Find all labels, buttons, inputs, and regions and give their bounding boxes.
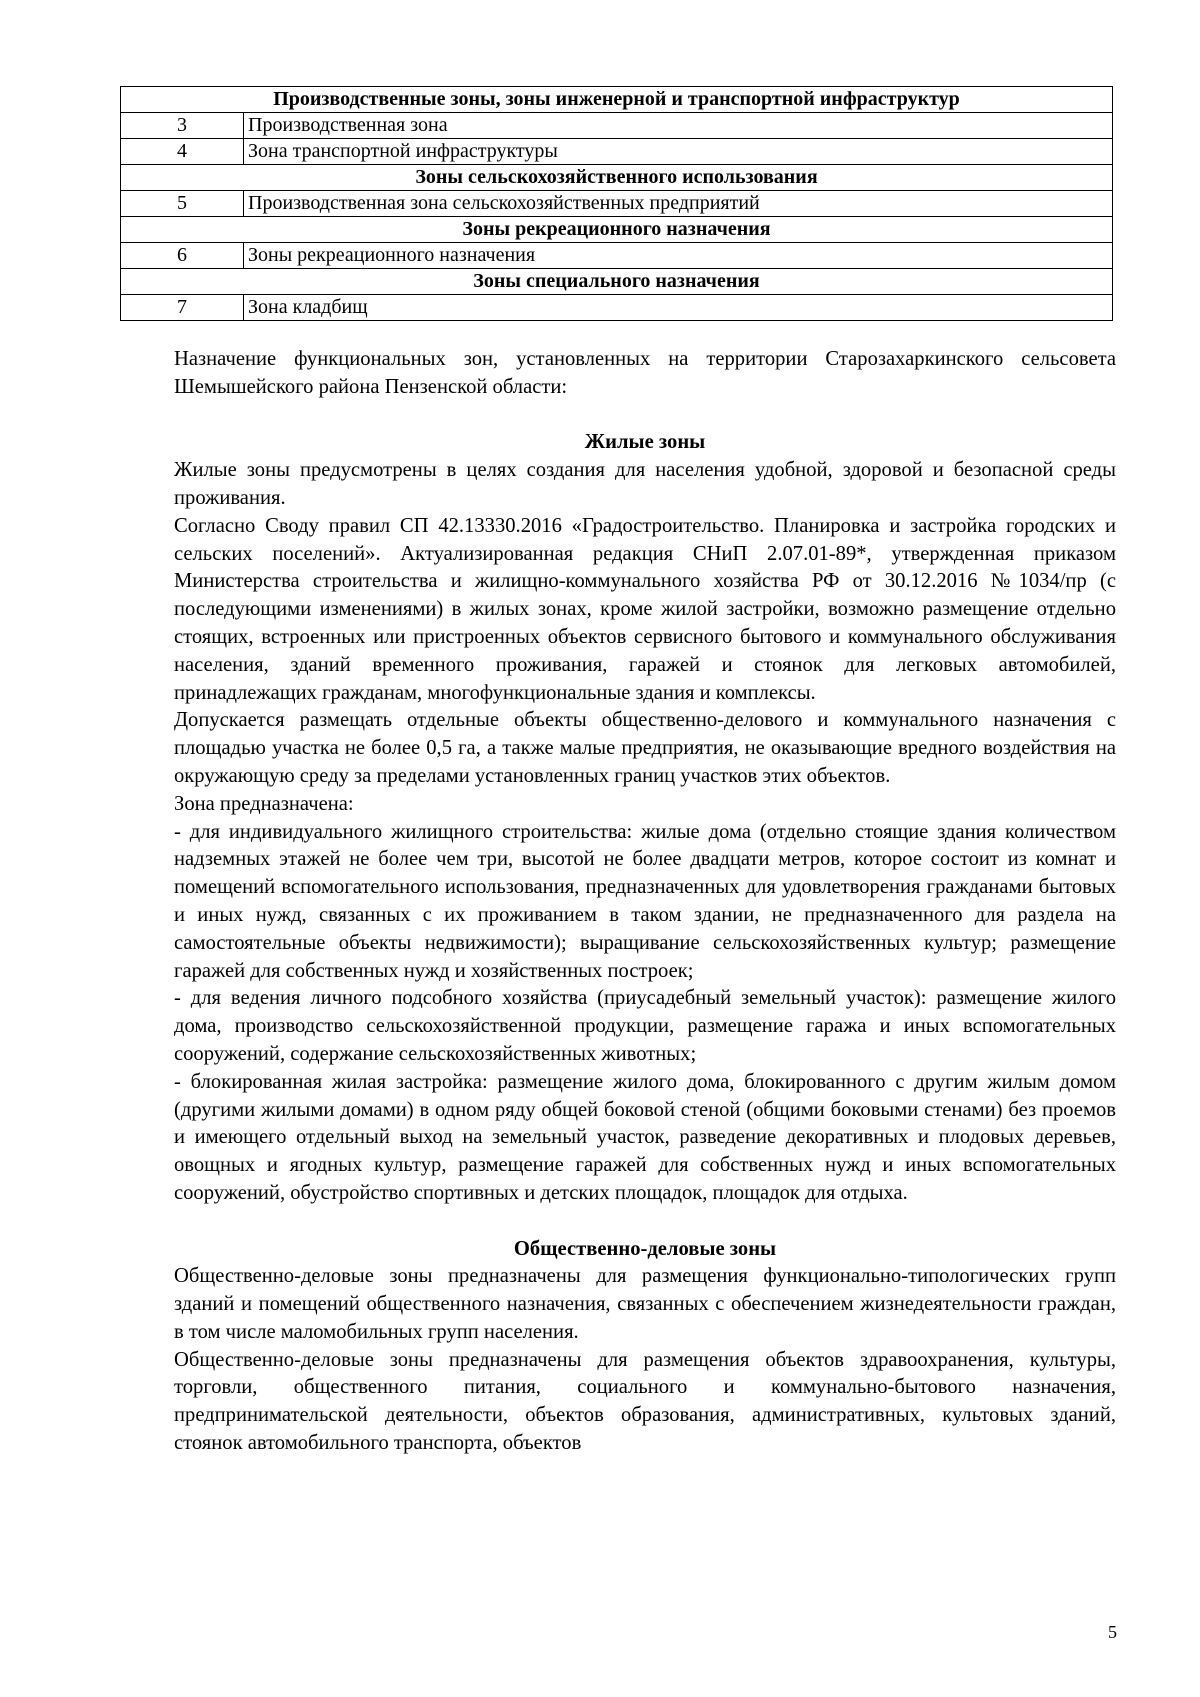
list-item: - блокированная жилая застройка: размещение жилого дома, блокированного с другим жилым домом (другими жилыми домами) в одном ряду общей боковой стеной (общими боковыми стенами) без проемов и имеющего отдельный выход на земельный участок, разведение декоративных и плодовых деревьев, овощных и ягодных культур, размещение гаражей для собственных нужд и иных вспомогательных сооружений, обустройство спортивных и детских площадок, площадок для отдыха.: [174, 1070, 1116, 1204]
table-row-header: [121, 269, 1113, 295]
group-header: Зоны специального назначения: [121, 269, 1113, 295]
paragraph: Общественно-деловые зоны предназначены для размещения объектов здравоохранения, культуры, торговли, общественного питания, социального и коммунально-бытового назначения, предпринимательской деятельности, объектов образования, административных, культовых зданий, стоянок автомобильного транспорта, объектов: [174, 1348, 1116, 1455]
paragraph: Общественно-деловые зоны предназначены для размещения функционально-типологических групп зданий и помещений общественного назначения, связанных с обеспечением жизнедеятельности граждан, в том числе маломобильных групп населения.: [174, 1265, 1116, 1343]
table-row-header: [121, 165, 1113, 191]
paragraph: Допускается размещать отдельные объекты общественно-делового и коммунального назначения с площадью участка не более 0,5 га, а также малые предприятия, не оказывающие вредного воздействия на окружающую среду за пределами установленных границ участков этих объектов.: [174, 709, 1116, 787]
zones-table: [120, 86, 1113, 321]
table-row: [121, 139, 1113, 165]
section-heading-public: Общественно-деловые зоны: [513, 1237, 777, 1260]
paragraph: Жилые зоны предусмотрены в целях создания для населения удобной, здоровой и безопасной среды проживания.: [174, 459, 1116, 509]
zone-name: Производственная зона: [244, 113, 1113, 139]
group-header: Зоны сельскохозяйственного использования: [121, 165, 1113, 191]
zone-name: Зона транспортной инфраструктуры: [244, 139, 1113, 165]
group-header: Зоны рекреационного назначения: [121, 217, 1113, 243]
table-row-header: [121, 87, 1113, 113]
list-item: - для индивидуального жилищного строительства: жилые дома (отдельно стоящие здания количеством надземных этажей не более чем три, высотой не более двадцати метров, которое состоит из комнат и помещений вспомогательного использования, предназначенных для удовлетворения гражданами бытовых и иных нужд, связанных с их проживанием в таком здании, не предназначенного для раздела на самостоятельные объекты недвижимости); выращивание сельскохозяйственных культур; размещение гаражей для собственных нужд и хозяйственных построек;: [174, 820, 1116, 982]
zone-number: 5: [121, 191, 244, 217]
zone-number: 6: [121, 243, 244, 269]
table-row: [121, 295, 1113, 321]
paragraph: Зона предназначена:: [174, 792, 354, 815]
table-row: [121, 243, 1113, 269]
zone-number: 7: [121, 295, 244, 321]
section-heading-residential: Жилые зоны: [584, 431, 706, 454]
zone-number: 4: [121, 139, 244, 165]
page-number: 5: [1108, 1622, 1117, 1642]
zone-name: Производственная зона сельскохозяйственных предприятий: [244, 191, 1113, 217]
zone-number: 3: [121, 113, 244, 139]
group-header: Производственные зоны, зоны инженерной и транспортной инфраструктур: [121, 87, 1113, 113]
zone-name: Зоны рекреационного назначения: [244, 243, 1113, 269]
zone-name: Зона кладбищ: [244, 295, 1113, 321]
list-item: - для ведения личного подсобного хозяйства (приусадебный земельный участок): размещение жилого дома, производство сельскохозяйственной продукции, размещение гаража и иных вспомогательных сооружений, содержание сельскохозяйственных животных;: [174, 987, 1116, 1065]
table-row-header: [121, 217, 1113, 243]
paragraph: Согласно Своду правил СП 42.13330.2016 «Градостроительство. Планировка и застройка городских и сельских поселений». Актуализированная редакция СНиП 2.07.01-89*, утвержденная приказом Министерства строительства и жилищно-коммунального хозяйства РФ от 30.12.2016 №1034/пр (с последующими изменениями) в жилых зонах, кроме жилой застройки, возможно размещение отдельно стоящих, встроенных или пристроенных объектов сервисного бытового и коммунального обслуживания населения, зданий временного проживания, гаражей и стоянок для легковых автомобилей, принадлежащих гражданам, многофункциональные здания и комплексы.: [174, 514, 1116, 704]
body-text: [174, 346, 1116, 1458]
table-row: [121, 113, 1113, 139]
table-row: [121, 191, 1113, 217]
intro-paragraph: Назначение функциональных зон, установленных на территории Старозахаркинского сельсовета Шемышейского района Пензенской области:: [174, 348, 1116, 398]
